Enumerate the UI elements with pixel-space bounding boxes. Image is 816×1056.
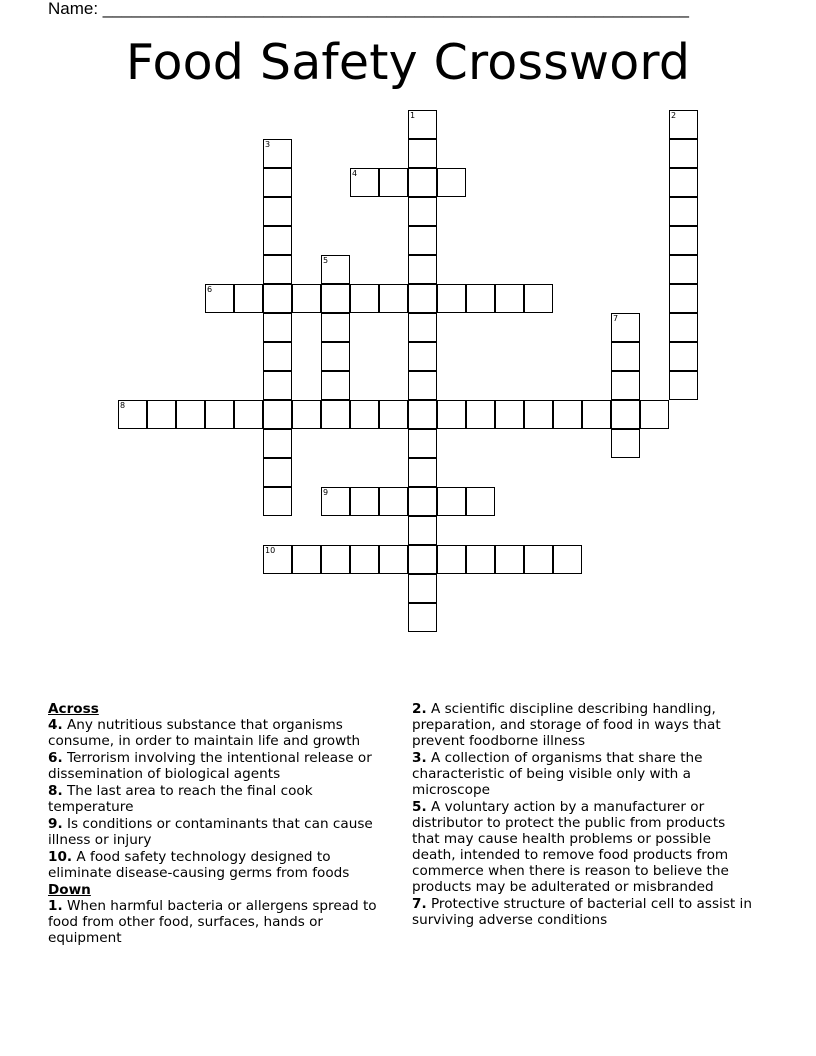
grid-cell[interactable] xyxy=(263,313,292,342)
grid-cell[interactable] xyxy=(321,342,350,371)
grid-cell[interactable] xyxy=(437,284,466,313)
cell-number: 1 xyxy=(410,111,416,120)
grid-cell[interactable] xyxy=(408,255,437,284)
grid-cell[interactable] xyxy=(263,342,292,371)
cell-number: 2 xyxy=(671,111,677,120)
across-heading: Across xyxy=(48,701,99,717)
grid-cell[interactable] xyxy=(524,545,553,574)
grid-cell[interactable] xyxy=(466,400,495,429)
clue-number: 3. xyxy=(412,750,427,766)
grid-cell[interactable] xyxy=(263,429,292,458)
clue-number: 8. xyxy=(48,783,63,799)
clue-text: When harmful bacteria or allergens spread to food from other food, surfaces, hands or equipment xyxy=(48,898,377,946)
cell-number: 5 xyxy=(323,256,329,265)
grid-cell[interactable] xyxy=(466,545,495,574)
grid-cell[interactable] xyxy=(524,400,553,429)
grid-cell[interactable] xyxy=(379,400,408,429)
grid-cell[interactable] xyxy=(263,400,292,429)
grid-cell[interactable] xyxy=(205,284,234,313)
grid-cell[interactable] xyxy=(176,400,205,429)
grid-cell[interactable] xyxy=(292,284,321,313)
clues-left-column xyxy=(48,701,393,947)
grid-cell[interactable] xyxy=(350,168,379,197)
grid-cell[interactable] xyxy=(669,371,698,400)
grid-cell[interactable] xyxy=(669,226,698,255)
grid-cell[interactable] xyxy=(408,110,437,139)
grid-cell[interactable] xyxy=(263,139,292,168)
grid-cell[interactable] xyxy=(379,168,408,197)
clue-number: 5. xyxy=(412,799,427,815)
clue-number: 6. xyxy=(48,750,63,766)
grid-cell[interactable] xyxy=(495,284,524,313)
grid-cell[interactable] xyxy=(263,197,292,226)
down-heading: Down xyxy=(48,882,91,898)
cell-number: 10 xyxy=(265,546,276,555)
clue-across-4 xyxy=(48,717,393,749)
grid-cell[interactable] xyxy=(234,400,263,429)
cell-number: 8 xyxy=(120,401,126,410)
grid-cell[interactable] xyxy=(437,487,466,516)
grid-cell[interactable] xyxy=(408,400,437,429)
clue-text: A food safety technology designed to eliminate disease-causing germs from foods xyxy=(48,849,350,881)
page-title: Food Safety Crossword xyxy=(125,34,691,91)
grid-cell[interactable] xyxy=(263,487,292,516)
grid-cell[interactable] xyxy=(263,545,292,574)
clue-number: 4. xyxy=(48,717,63,733)
clue-text: A collection of organisms that share the characteristic of being visible only with a microscope xyxy=(412,750,703,798)
grid-cell[interactable] xyxy=(611,342,640,371)
grid-cell[interactable] xyxy=(669,255,698,284)
grid-cell[interactable] xyxy=(379,487,408,516)
grid-cell[interactable] xyxy=(118,400,147,429)
grid-cell[interactable] xyxy=(408,342,437,371)
grid-cell[interactable] xyxy=(408,139,437,168)
grid-cell[interactable] xyxy=(408,574,437,603)
grid-cell[interactable] xyxy=(321,487,350,516)
grid-cell[interactable] xyxy=(611,429,640,458)
grid-cell[interactable] xyxy=(640,400,669,429)
clue-number: 1. xyxy=(48,898,63,914)
cell-number: 6 xyxy=(207,285,213,294)
grid-cell[interactable] xyxy=(350,400,379,429)
clue-down-3 xyxy=(412,750,757,798)
grid-cell[interactable] xyxy=(408,603,437,632)
grid-cell[interactable] xyxy=(350,545,379,574)
grid-cell[interactable] xyxy=(669,313,698,342)
clue-text: Any nutritious substance that organisms consume, in order to maintain life and growth xyxy=(48,717,361,749)
clue-text: Terrorism involving the intentional release or dissemination of biological agents xyxy=(48,750,372,782)
grid-cell[interactable] xyxy=(669,342,698,371)
grid-cell[interactable] xyxy=(524,284,553,313)
grid-cell[interactable] xyxy=(263,168,292,197)
grid-cell[interactable] xyxy=(611,313,640,342)
grid-cell[interactable] xyxy=(408,487,437,516)
grid-cell[interactable] xyxy=(553,400,582,429)
grid-cell[interactable] xyxy=(350,487,379,516)
grid-cell[interactable] xyxy=(263,226,292,255)
grid-cell[interactable] xyxy=(292,400,321,429)
clue-number: 7. xyxy=(412,896,427,912)
clue-down-5 xyxy=(412,799,757,895)
cell-number: 3 xyxy=(265,140,271,149)
grid-cell[interactable] xyxy=(321,255,350,284)
grid-cell[interactable] xyxy=(321,400,350,429)
grid-cell[interactable] xyxy=(321,284,350,313)
grid-cell[interactable] xyxy=(466,487,495,516)
name-field-label: Name: ______________________________________________________________ xyxy=(48,0,689,18)
grid-cell[interactable] xyxy=(408,371,437,400)
clue-down-1 xyxy=(48,898,393,946)
grid-cell[interactable] xyxy=(408,458,437,487)
grid-cell[interactable] xyxy=(263,458,292,487)
grid-cell[interactable] xyxy=(292,545,321,574)
grid-cell[interactable] xyxy=(408,313,437,342)
clue-text: Protective structure of bacterial cell to assist in surviving adverse conditions xyxy=(412,896,752,928)
grid-cell[interactable] xyxy=(147,400,176,429)
clue-across-9 xyxy=(48,816,393,848)
grid-cell[interactable] xyxy=(669,168,698,197)
grid-cell[interactable] xyxy=(669,139,698,168)
grid-cell[interactable] xyxy=(611,371,640,400)
clue-down-2 xyxy=(412,701,757,749)
clue-text: Is conditions or contaminants that can cause illness or injury xyxy=(48,816,373,848)
grid-cell[interactable] xyxy=(408,226,437,255)
grid-cell[interactable] xyxy=(495,400,524,429)
cell-number: 4 xyxy=(352,169,358,178)
grid-cell[interactable] xyxy=(408,429,437,458)
grid-cell[interactable] xyxy=(437,168,466,197)
grid-cell[interactable] xyxy=(466,284,495,313)
grid-cell[interactable] xyxy=(611,400,640,429)
clue-across-10 xyxy=(48,849,393,881)
grid-cell[interactable] xyxy=(379,284,408,313)
clues-right-column xyxy=(412,701,757,929)
grid-cell[interactable] xyxy=(408,168,437,197)
cell-number: 9 xyxy=(323,488,329,497)
grid-cell[interactable] xyxy=(234,284,263,313)
grid-cell[interactable] xyxy=(408,197,437,226)
clue-across-6 xyxy=(48,750,393,782)
grid-cell[interactable] xyxy=(321,371,350,400)
grid-cell[interactable] xyxy=(379,545,408,574)
clue-text: A voluntary action by a manufacturer or distributor to protect the public from products that may cause health problems or possible death, intended to remove food products from commerce when there is reason to believe the products may be adulterated or misbranded xyxy=(412,799,729,895)
grid-cell[interactable] xyxy=(263,371,292,400)
clue-down-7 xyxy=(412,896,757,928)
grid-cell[interactable] xyxy=(321,545,350,574)
clue-number: 10. xyxy=(48,849,73,865)
grid-cell[interactable] xyxy=(321,313,350,342)
clue-number: 2. xyxy=(412,701,427,717)
grid-cell[interactable] xyxy=(263,284,292,313)
grid-cell[interactable] xyxy=(669,284,698,313)
grid-cell[interactable] xyxy=(553,545,582,574)
clue-text: A scientific discipline describing handling, preparation, and storage of food in ways that prevent foodborne illness xyxy=(412,701,721,749)
clue-text: The last area to reach the final cook temperature xyxy=(48,783,313,815)
grid-cell[interactable] xyxy=(669,197,698,226)
grid-cell[interactable] xyxy=(408,284,437,313)
cell-number: 7 xyxy=(613,314,619,323)
grid-cell[interactable] xyxy=(350,284,379,313)
grid-cell[interactable] xyxy=(408,516,437,545)
clue-number: 9. xyxy=(48,816,63,832)
grid-cell[interactable] xyxy=(669,110,698,139)
grid-cell[interactable] xyxy=(437,400,466,429)
grid-cell[interactable] xyxy=(582,400,611,429)
grid-cell[interactable] xyxy=(495,545,524,574)
grid-cell[interactable] xyxy=(263,255,292,284)
clue-across-8 xyxy=(48,783,393,815)
grid-cell[interactable] xyxy=(408,545,437,574)
grid-cell[interactable] xyxy=(437,545,466,574)
grid-cell[interactable] xyxy=(205,400,234,429)
